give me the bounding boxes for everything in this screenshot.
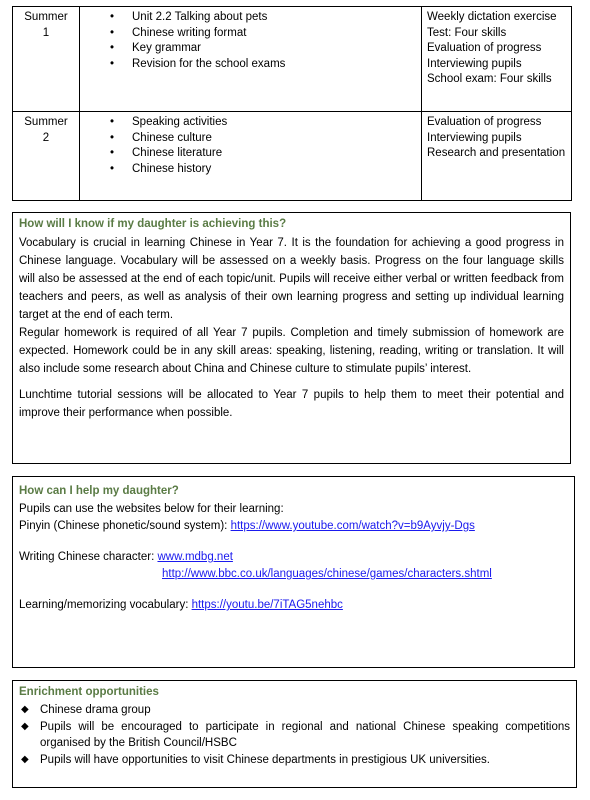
list-item [19,702,570,718]
term-name: Summer [24,116,68,128]
assessment-item: Interviewing pupils [427,57,522,70]
pinyin-line [19,518,568,535]
topic-list [85,10,416,72]
table-row [13,7,572,112]
term-cell [13,7,80,112]
vocab-line [19,597,568,614]
term-number: 2 [42,131,50,144]
list-item: • Key grammar [85,41,416,57]
diamond-bullet-icon: ◆ [21,754,29,765]
writing-label: Writing Chinese character: [19,551,158,563]
list-item: • Speaking activities [85,115,416,131]
topics-cell [80,7,422,112]
term-schedule-table [12,6,572,201]
list-item: • Chinese history [85,162,416,178]
mdbg-link[interactable]: www.mdbg.net [157,551,233,563]
section-title: Enrichment opportunities [19,686,159,698]
diamond-bullet-icon: ◆ [21,721,29,732]
list-item: • Chinese culture [85,131,416,147]
list-item: • Revision for the school exams [85,57,416,73]
writing-line [19,549,568,566]
list-item: • Unit 2.2 Talking about pets [85,10,416,26]
enrichment-item-text: Chinese drama group [40,704,151,716]
list-item [19,719,570,751]
term-cell [13,112,80,201]
assessment-item: Weekly dictation exercise [427,11,557,23]
assessment-cell [422,7,572,112]
diamond-bullet-icon: ◆ [21,704,29,715]
vocab-link[interactable]: https://youtu.be/7iTAG5nehbc [191,599,343,611]
help-section [12,476,575,668]
topics-cell [80,112,422,201]
enrichment-list [19,702,570,768]
paragraph: Lunchtime tutorial sessions will be allocated to Year 7 pupils to help them to meet their potential and improve their performance when possible. [19,389,564,419]
assessment-cell [422,112,572,201]
assessment-item: Evaluation of progress [427,116,542,128]
assessment-item: Interviewing pupils [427,131,522,144]
topic-list [85,115,416,177]
enrichment-item-text: Pupils will be encouraged to participate in regional and national Chinese speaking competitions organised by the British Council/HSBC [40,721,570,749]
term-name: Summer [24,11,68,23]
assessment-item: Test: Four skills [427,26,507,39]
spacer [19,378,564,386]
assessment-item: Research and presentation [427,147,566,159]
achieving-section [12,212,571,464]
section-title: How can I help my daughter? [19,485,179,497]
list-item: • Chinese literature [85,146,416,162]
assessment-item: Evaluation of progress [427,42,542,54]
paragraph: Regular homework is required of all Year 7 pupils. Completion and timely submission of homework are expected. Homework could be in any skill areas: speaking, listening, reading, writing or translation. It will also include some research about China and Chinese culture to stimulate pupils’ interest. [19,327,564,375]
pinyin-label: Pinyin (Chinese phonetic/sound system): [19,520,231,532]
table-row [13,112,572,201]
pinyin-link[interactable]: https://www.youtube.com/watch?v=b9Ayvjy-Dgs [230,520,475,532]
section-title: How will I know if my daughter is achieving this? [19,218,287,230]
help-intro: Pupils can use the websites below for their learning: [19,503,284,515]
list-item: • Chinese writing format [85,26,416,42]
bbc-line [19,566,568,583]
enrichment-item-text: Pupils will have opportunities to visit Chinese departments in prestigious UK universities. [40,754,490,766]
term-number: 1 [42,26,50,39]
list-item [19,752,570,768]
bbc-link[interactable]: http://www.bbc.co.uk/languages/chinese/games/characters.shtml [162,568,492,580]
assessment-item: School exam: Four skills [427,73,552,85]
paragraph: Vocabulary is crucial in learning Chinese in Year 7. It is the foundation for achieving a good progress in Chinese language. Vocabulary will be assessed on a weekly basis. Progress on the four language skills will also be assessed at the end of each topic/unit. Pupils will receive either verbal or written feedback from teachers and peers, as well as analysis of their own learning progress and setting up individual learning target at the end of each term. [19,237,564,321]
vocab-label: Learning/memorizing vocabulary: [19,599,192,611]
enrichment-section [12,680,577,788]
